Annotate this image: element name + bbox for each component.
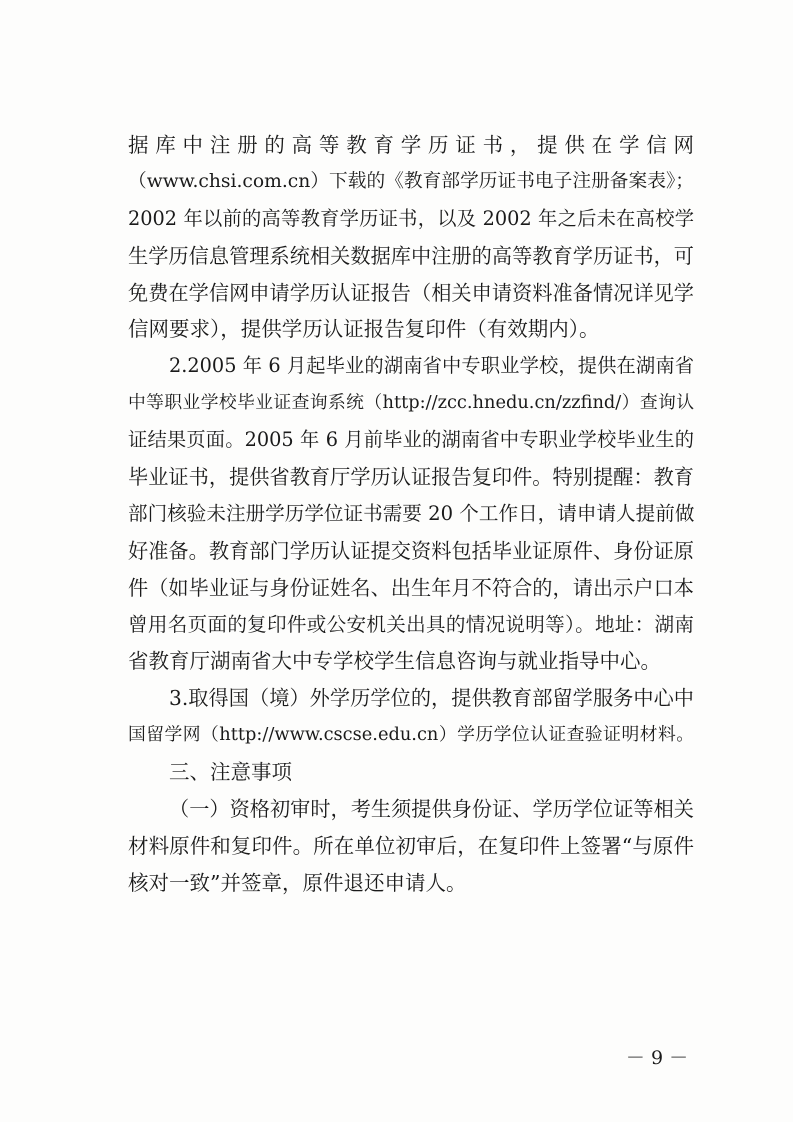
text-line: 部门核验未注册学历学位证书需要 20 个工作日，请申请人提前做 [128, 501, 694, 525]
text-line: 2.2005 年 6 月起毕业的湖南省中专职业学校，提供在湖南省 [169, 354, 694, 378]
text-line: 中等职业学校毕业证查询系统（http://zcc.hnedu.cn/zzfind/）查询认 [128, 392, 694, 414]
text-line: 2002 年以前的高等教育学历证书，以及 2002 年之后未在高校学 [128, 206, 694, 230]
text-line: （www.chsi.com.cn）下载的《教育部学历证书电子注册备案表》； [128, 170, 694, 192]
text-line: 材料原件和复印件。所在单位初审后，在复印件上签署“与原件 [128, 833, 694, 858]
text-line: 曾用名页面的复印件或公安机关出具的情况说明等）。地址：湖南 [128, 612, 694, 636]
text-line: 核对一致”并签章，原件退还申请人。 [128, 870, 467, 895]
text-line: 免费在学信网申请学历认证报告（相关申请资料准备情况详见学 [128, 280, 694, 305]
text-line: 证结果页面。2005 年 6 月前毕业的湖南省中专职业学校毕业生的 [128, 428, 694, 452]
text-line: 据库中注册的高等教育学历证书，提供在学信网 [128, 133, 694, 157]
text-line: （一）资格初审时，考生须提供身份证、学历学位证等相关 [169, 797, 694, 822]
text-line: 生学历信息管理系统相关数据库中注册的高等教育学历证书，可 [128, 243, 694, 268]
text-line: 件（如毕业证与身份证姓名、出生年月不符合的，请出示户口本 [128, 575, 694, 600]
text-line: 省教育厅湖南省大中专学校学生信息咨询与就业指导中心。 [128, 649, 661, 674]
page-number: － 9 － [625, 1047, 689, 1069]
text-line: 3.取得国（境）外学历学位的，提供教育部留学服务中心中 [169, 686, 694, 711]
section-heading: 三、注意事项 [169, 760, 292, 785]
text-line: 国留学网（http://www.cscse.edu.cn）学历学位认证查验证明材料。 [128, 724, 694, 746]
body-text [128, 127, 694, 902]
text-line: 好准备。教育部门学历认证提交资料包括毕业证原件、身份证原 [128, 538, 694, 563]
text-line: 信网要求），提供学历认证报告复印件（有效期内）。 [128, 317, 600, 342]
text-line: 毕业证书，提供省教育厅学历认证报告复印件。特别提醒：教育 [128, 465, 694, 490]
